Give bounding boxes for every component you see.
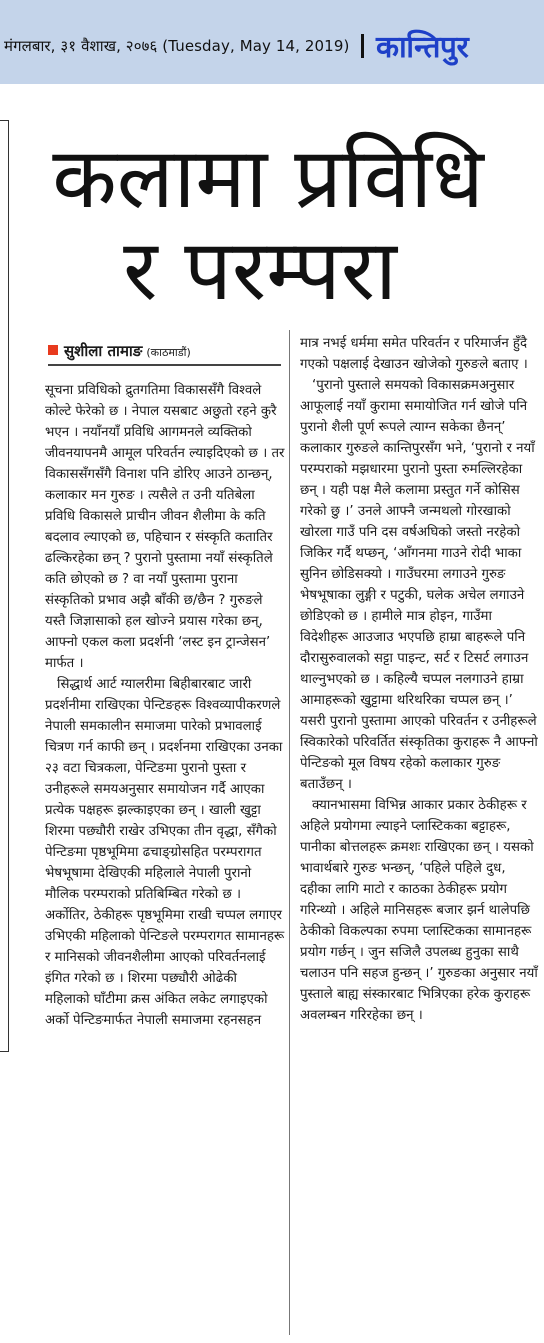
column-divider xyxy=(289,330,290,1335)
headline-line-2: र परम्परा xyxy=(123,221,397,319)
masthead-divider xyxy=(361,34,364,58)
paragraph: ‘पुरानो पुस्ताले समयको विकासक्रमअनुसार आफूलाई नयाँ कुरामा समायोजित गर्न खोजे पनि पुरानो शैली पूर्ण रूपले त्याग्न सकेका छैनन्’ कलाकार गुरुङले कान्तिपुरसँग भने, ‘पुरानो र नयाँ परम्पराको मझधारमा पुरानो पुस्ता रुमल्लिरहेका छन् । यही पक्ष मैले कलामा प्रस्तुत गर्ने कोसिस गरेको छु ।’ उनले आफ्नै जन्मथलो गोरखाको खोरला गाउँ पनि दस वर्षअघिको जस्तो नरहेको जिकिर गर्दै थप्छन्, ‘आँगनमा गाउने रोदी भाका सुनिन छोडिसक्यो । गाउँघरमा लगाउने गुरुङ भेषभूषाका लुङ्गी र पटुकी, घलेक अचेल लगाउने छोडिएको छ । हामीले मात्र होइन, गाउँमा विदेशीहरू आउजाउ भएपछि हाम्रा बाहरूले पनि दौरासुरुवालको सट्टा पाइन्ट, सर्ट र टिसर्ट लगाउन थाल्नुभएको छ । कहिल्यै चप्पल नलगाउने हाम्रा आमाहरूको खुट्टामा थरिथरिका चप्पल छन् ।’ यसरी पुरानो पुस्तामा आएको परिवर्तन र उनीहरूले स्विकारेको परिवर्तित संस्कृतिका कुराहरू नै आफ्नो पेन्टिङको मूल विषय रहेको कलाकार गुरुङ बताउँछन् । xyxy=(300,378,538,792)
byline xyxy=(48,341,191,361)
byline-bullet-icon xyxy=(48,345,58,355)
paragraph: मात्र नभई धर्ममा समेत परिवर्तन र परिमार्जन हुँदै गएको पक्षलाई देखाउन खोजेको गुरुङले बताए । xyxy=(300,336,528,372)
paragraph: सिद्धार्थ आर्ट ग्यालरीमा बिहीबारबाट जारी प्रदर्शनीमा राखिएका पेन्टिङहरू विश्वव्यापीकरणले नेपाली समकालीन समाजमा पारेको प्रभावलाई चित्रण गर्न काफी छन् । प्रदर्शनमा राखिएका उनका २३ वटा चित्रकला, पेन्टिङमा पुरानो पुस्ता र उनीहरूले समयअनुसार समायोजन गर्दै आएका प्रत्येक पक्षहरू झल्काइएका छन् । खाली खुट्टा शिरमा पछ्यौरी राखेर उभिएका तीन वृद्धा, सँगैको पेन्टिङमा पृष्ठभूमिमा ढचाङ्ग्रोसहित परम्परागत भेषभूषामा देखिएकी महिलाले नेपाली पुरानो मौलिक परम्पराको प्रतिबिम्बित गरेको छ । अर्कोतिर, ठेकीहरू पृष्ठभूमिमा राखी चप्पल लगाएर उभिएकी महिलाको पेन्टिङले परम्परागत सामानहरू र मानिसको जीवनशैलीमा आएको परिवर्तनलाई इंगित गरेको छ । शिरमा पछ्यौरी ओढेकी महिलाको घाँटीमा क्रस अंकित लकेट लगाइएको अर्को पेन्टिङमार्फत नेपाली समाजमा रहनसहन xyxy=(45,677,285,1028)
dateline: मंगलबार, ३१ वैशाख, २०७६ (Tuesday, May 14, 2019) xyxy=(4,37,350,55)
article-column-2 xyxy=(300,333,540,1026)
brand-logo: कान्तिपुर xyxy=(376,30,469,65)
article-column-1 xyxy=(45,380,285,1031)
paragraph: क्यानभासमा विभिन्न आकार प्रकार ठेकीहरू र अहिले प्रयोगमा ल्याइने प्लास्टिकका बट्टाहरू, पानीका बोत्तलहरू क्रमशः राखिएका छन् । यसको भावार्थबारे गुरुङ भन्छन्, ‘पहिले पहिले दुध, दहीका लागि माटो र काठका ठेकीहरू प्रयोग गरिन्थ्यो । अहिले मानिसहरू बजार झर्न थालेपछि ठेकीको विकल्पका रुपमा प्लास्टिकका सामानहरू प्रयोग गर्छन् । जुन सजिलै उपलब्ध हुनुका साथै चलाउन पनि सहज हुन्छन् ।’ गुरुङका अनुसार नयाँ पुस्ताले बाह्य संस्कारबाट भित्रिएका हरेक कुराहरू अवलम्बन गरिरहेका छन् । xyxy=(300,798,538,1023)
author-location: (काठमाडौं) xyxy=(146,346,191,359)
byline-rule xyxy=(48,364,281,366)
masthead-bar xyxy=(0,0,544,84)
headline-line-1: कलामा प्रविधि xyxy=(52,129,484,227)
paragraph: सूचना प्रविधिको द्रुतगतिमा विकाससँगै विश्वले कोल्टे फेरेको छ । नेपाल यसबाट अछुतो रहने कुरै भएन । नयाँनयाँ प्रविधि आगमनले व्यक्तिको जीवनयापनमै आमूल परिवर्तन ल्याइदिएको छ । तर विकाससँगसँगै विनाश पनि डोरिए आउने ठान्छन्, कलाकार मन गुरुङ । त्यसैले त उनी यतिबेला प्रविधि विकासले प्राचीन जीवन शैलीमा के कति बदलाव ल्याएको छ, पहिचान र संस्कृति कतातिर ढल्किरहेका छन् ? पुरानो पुस्तामा नयाँ संस्कृतिले कति छोएको छ ? वा नयाँ पुस्तामा पुराना संस्कृतिको प्रभाव अझै बाँकी छ/छैन ? गुरुङले यस्तै जिज्ञासाको हल खोज्ने प्रयास गरेका छन्, आफ्नो एकल कला प्रदर्शनी ‘लस्ट इन ट्रान्जेसन’ मार्फत । xyxy=(45,383,285,671)
author-name: सुशीला तामाङ xyxy=(64,342,143,360)
